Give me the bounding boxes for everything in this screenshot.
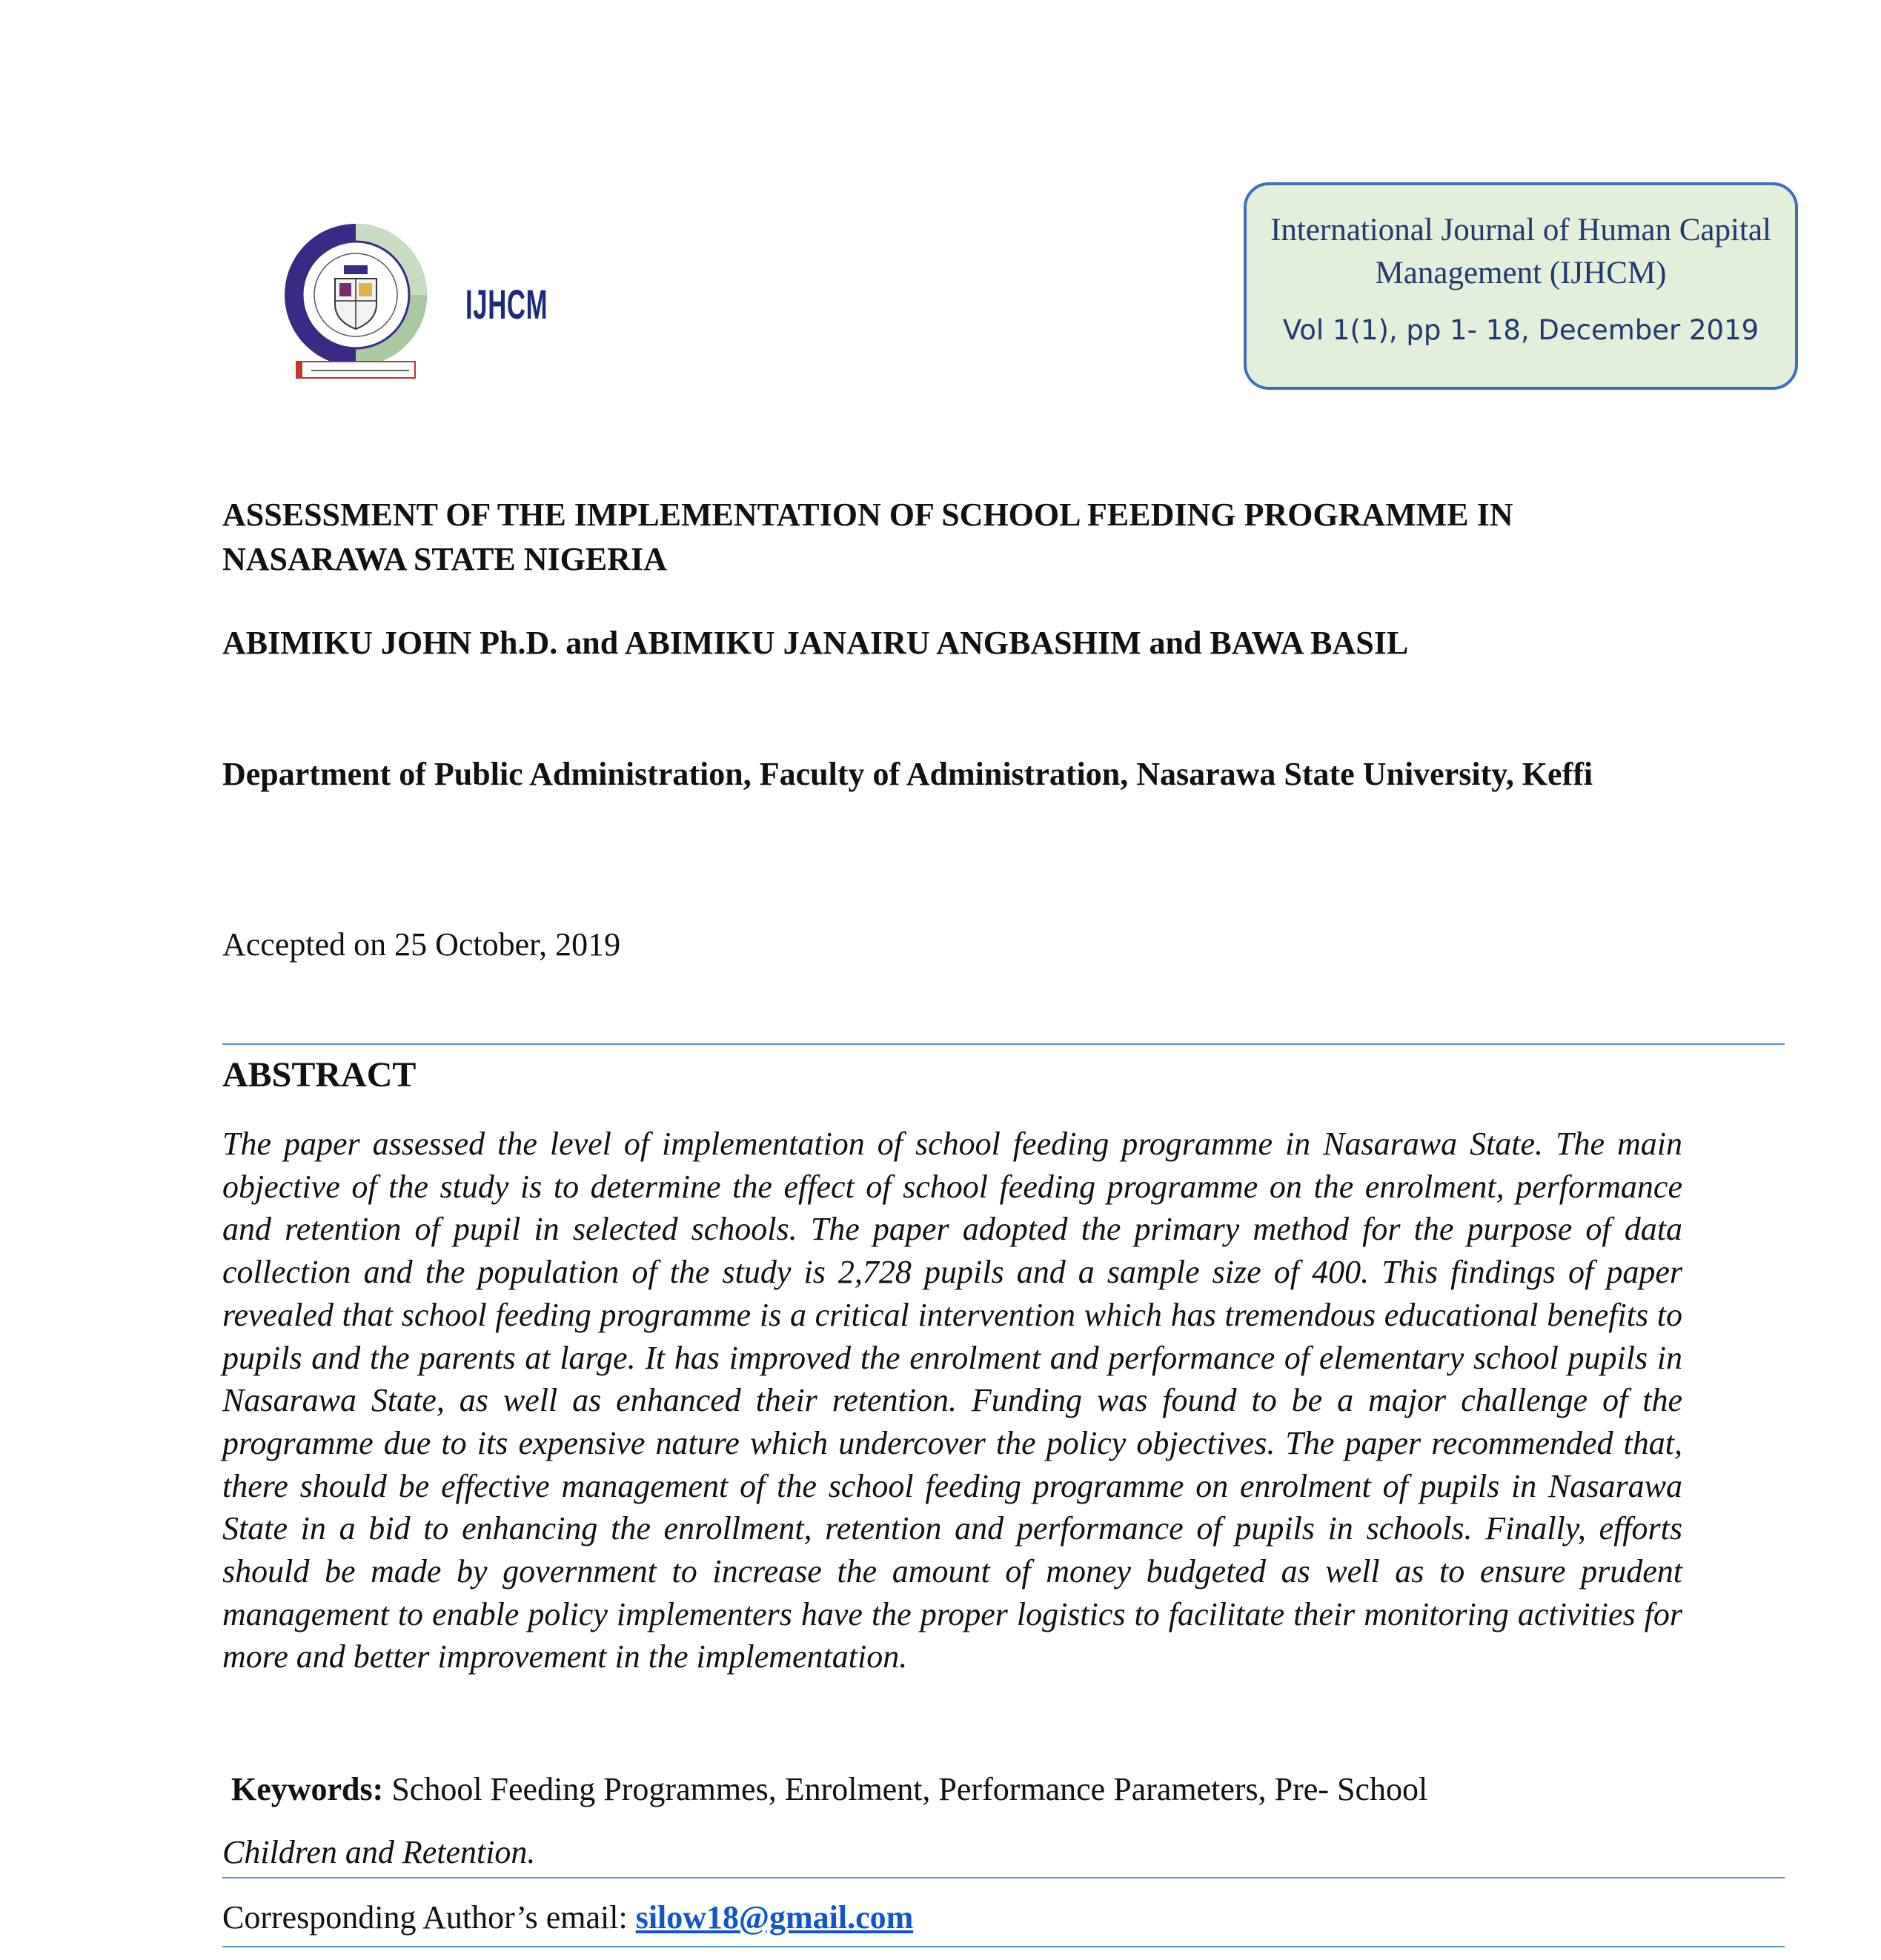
accepted-date: Accepted on 25 October, 2019 xyxy=(222,926,621,963)
keywords-continuation: Children and Retention. xyxy=(222,1834,536,1870)
divider-bottom xyxy=(222,1946,1785,1947)
divider-top xyxy=(222,1043,1785,1045)
abstract-heading: ABSTRACT xyxy=(222,1055,417,1094)
keywords-list: School Feeding Programmes, Enrolment, Performance Parameters, Pre- School xyxy=(391,1771,1428,1807)
keywords-label: Keywords: xyxy=(231,1771,384,1807)
author-affiliation: Department of Public Administration, Faculty of Administration, Nasarawa State University, Keffi xyxy=(222,756,1593,792)
journal-logo-text: IJHCM xyxy=(465,281,548,328)
keywords-line xyxy=(231,1767,1684,1812)
corresponding-author-label: Corresponding Author’s email: xyxy=(222,1899,636,1936)
journal-volume: Vol 1(1), pp 1- 18, December 2019 xyxy=(1282,314,1759,346)
institute-seal-logo xyxy=(282,221,430,380)
divider-middle xyxy=(222,1877,1785,1878)
author-email-link[interactable]: silow18@gmail.com xyxy=(635,1899,914,1936)
journal-info-box xyxy=(1244,182,1798,390)
journal-name: International Journal of Human Capital Management (IJHCM) xyxy=(1270,213,1771,290)
abstract-body: The paper assessed the level of implementation of school feeding programme in Nasarawa State. The main objective of the study is to determine the effect of school feeding programme on the enrolment, performance and retention of pupil in selected schools. The paper adopted the primary method for the purpose of data collection and the population of the study is 2,728 pupils and a sample size of 400. This findings of paper revealed that school feeding programme is a critical intervention which has tremendous educational benefits to pupils and the parents at large. It has improved the enrolment and performance of elementary school pupils in Nasarawa State, as well as enhanced their retention. Funding was found to be a major challenge of the programme due to its expensive nature which undercover the policy objectives. The paper recommended that, there should be effective management of the school feeding programme on enrolment of pupils in Nasarawa State in a bid to enhancing the enrollment, retention and performance of pupils in schools. Finally, efforts should be made by government to increase the amount of money budgeted as well as to ensure prudent management to enable policy implementers have the proper logistics to facilitate their monitoring activities for more and better improvement in the implementation. xyxy=(222,1126,1682,1675)
article-authors: ABIMIKU JOHN Ph.D. and ABIMIKU JANAIRU ANGBASHIM and BAWA BASIL xyxy=(222,625,1409,661)
article-title: ASSESSMENT OF THE IMPLEMENTATION OF SCHOOL FEEDING PROGRAMME IN NASARAWA STATE NIGERIA xyxy=(222,496,1513,577)
corresponding-author xyxy=(222,1896,1675,1940)
